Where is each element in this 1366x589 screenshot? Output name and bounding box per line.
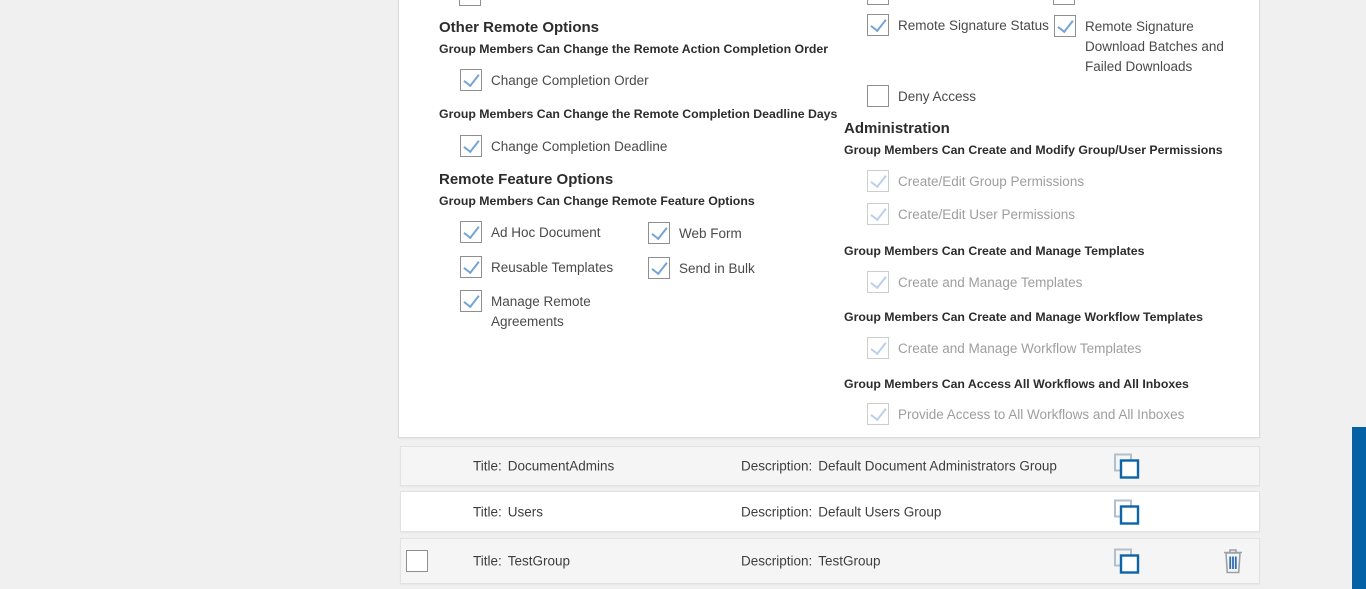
- group-title: Users: [507, 504, 544, 519]
- remote-signature-status-checkbox[interactable]: [867, 14, 889, 36]
- create-edit-user-permissions-checkbox: [867, 203, 889, 225]
- change-completion-deadline-checkbox[interactable]: [460, 135, 482, 157]
- copy-icon: [1113, 548, 1140, 575]
- group-title: DocumentAdmins: [507, 458, 615, 474]
- reusable-templates-checkbox[interactable]: [460, 256, 482, 278]
- deny-access-label: Deny Access: [898, 89, 977, 104]
- group-title: TestGroup: [507, 553, 571, 569]
- remote-signature-status-label: Remote Signature Status: [898, 18, 1049, 33]
- modify-permissions-group-label: Group Members Can Create and Modify Group/User Permissions: [844, 143, 1223, 157]
- description-label: Description:: [741, 504, 813, 519]
- copy-group-button[interactable]: [1113, 548, 1140, 575]
- ad-hoc-document-label: Ad Hoc Document: [491, 225, 601, 240]
- change-completion-order-checkbox[interactable]: [460, 69, 482, 91]
- group-row-testgroup[interactable]: [400, 538, 1260, 584]
- create-edit-user-permissions-label: Create/Edit User Permissions: [898, 207, 1076, 222]
- provide-access-label: Provide Access to All Workflows and All Inboxes: [898, 407, 1185, 422]
- group-description: Default Users Group: [818, 504, 942, 519]
- change-completion-order-label: Change Completion Order: [491, 73, 649, 88]
- provide-access-checkbox: [867, 403, 889, 425]
- administration-heading: Administration: [844, 120, 950, 137]
- deny-access-checkbox[interactable]: [867, 85, 889, 107]
- description-label: Description:: [741, 553, 813, 569]
- copy-icon: [1113, 453, 1140, 480]
- remote-feature-options-heading: Remote Feature Options: [439, 171, 614, 188]
- deadline-group-label: Group Members Can Change the Remote Completion Deadline Days: [439, 107, 838, 121]
- web-form-checkbox[interactable]: [648, 222, 670, 244]
- create-manage-workflow-templates-checkbox: [867, 337, 889, 359]
- create-manage-templates-label: Create and Manage Templates: [898, 275, 1083, 290]
- description-label: Description:: [741, 458, 813, 474]
- remote-feature-group-label: Group Members Can Change Remote Feature Options: [439, 194, 755, 208]
- action-order-group-label: Group Members Can Change the Remote Action Completion Order: [439, 42, 828, 56]
- send-in-bulk-label: Send in Bulk: [679, 261, 755, 276]
- manage-remote-agreements-label: Manage Remote Agreements: [491, 294, 591, 329]
- remote-signature-download-checkbox[interactable]: [1054, 15, 1076, 37]
- title-label: Title:: [473, 553, 502, 569]
- partial-checkbox[interactable]: [867, 0, 889, 5]
- group-description: Default Document Administrators Group: [818, 458, 1057, 474]
- ad-hoc-document-checkbox[interactable]: [460, 221, 482, 243]
- partial-checkbox[interactable]: [1053, 0, 1075, 5]
- manage-templates-group-label: Group Members Can Create and Manage Templates: [844, 244, 1145, 258]
- other-remote-options-heading: Other Remote Options: [439, 19, 600, 36]
- copy-icon: [1113, 498, 1140, 525]
- select-group-checkbox[interactable]: [406, 550, 428, 572]
- partial-checkbox[interactable]: [459, 0, 481, 6]
- title-label: Title:: [473, 458, 502, 474]
- copy-group-button[interactable]: [1113, 453, 1140, 480]
- group-permissions-panel: [398, 0, 1260, 438]
- remote-signature-download-label: Remote Signature Download Batches and Failed Downloads: [1085, 19, 1224, 74]
- create-edit-group-permissions-label: Create/Edit Group Permissions: [898, 174, 1085, 189]
- manage-remote-agreements-checkbox[interactable]: [460, 290, 482, 312]
- change-completion-deadline-label: Change Completion Deadline: [491, 139, 668, 154]
- create-manage-templates-checkbox: [867, 271, 889, 293]
- workflow-templates-group-label: Group Members Can Create and Manage Workflow Templates: [844, 310, 1203, 324]
- group-row-users[interactable]: [400, 491, 1260, 532]
- access-workflows-group-label: Group Members Can Access All Workflows and All Inboxes: [844, 377, 1189, 391]
- scrollbar-thumb[interactable]: [1352, 427, 1366, 589]
- group-row-documentadmins[interactable]: [400, 446, 1260, 486]
- delete-group-button[interactable]: [1222, 548, 1244, 575]
- web-form-label: Web Form: [679, 226, 742, 241]
- copy-group-button[interactable]: [1113, 498, 1140, 525]
- reusable-templates-label: Reusable Templates: [491, 260, 614, 275]
- send-in-bulk-checkbox[interactable]: [648, 257, 670, 279]
- group-description: TestGroup: [818, 553, 881, 569]
- trash-icon: [1222, 548, 1244, 575]
- create-manage-workflow-templates-label: Create and Manage Workflow Templates: [898, 341, 1142, 356]
- title-label: Title:: [473, 504, 502, 519]
- create-edit-group-permissions-checkbox: [867, 170, 889, 192]
